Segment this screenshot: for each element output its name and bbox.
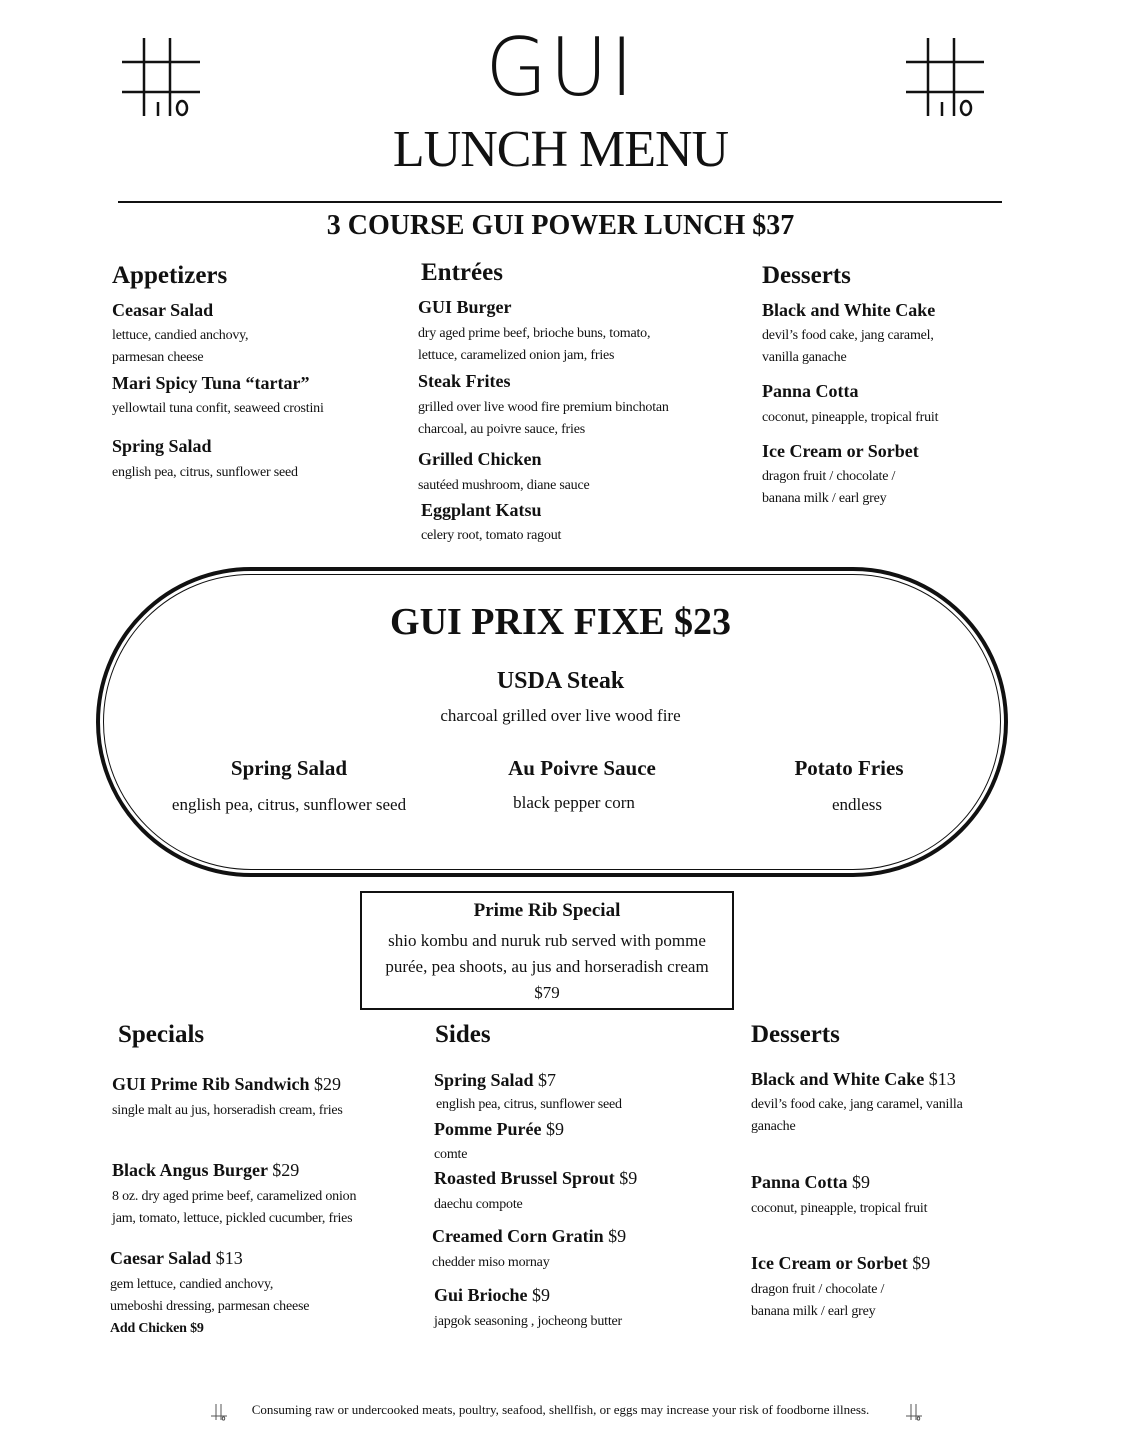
menu-item-desc: vanilla ganache <box>762 350 847 365</box>
menu-item-desc: parmesan cheese <box>112 350 204 365</box>
menu-item-desc: coconut, pineapple, tropical fruit <box>751 1201 928 1216</box>
menu-item-price: $9 <box>532 1285 550 1305</box>
power-lunch-heading: 3 COURSE GUI POWER LUNCH $37 <box>326 210 795 241</box>
prime-rib-special-price: $79 <box>534 983 560 1002</box>
add-chicken-option: Add Chicken $9 <box>110 1321 204 1336</box>
specials-heading: Specials <box>118 1021 205 1048</box>
menu-item-name: Spring Salad <box>112 436 212 456</box>
menu-item-price: $9 <box>608 1226 627 1246</box>
menu-item-desc: english pea, citrus, sunflower seed <box>112 465 298 480</box>
menu-item-desc: japgok seasoning , jocheong butter <box>434 1314 622 1329</box>
menu-item-name: Black and White Cake <box>762 300 936 320</box>
desserts-heading: Desserts <box>762 262 851 289</box>
menu-item <box>751 1069 956 1090</box>
appetizers-heading: Appetizers <box>112 262 228 289</box>
menu-item-desc: grilled over live wood fire premium binchotan <box>418 400 669 415</box>
menu-item-desc: single malt au jus, horseradish cream, fries <box>112 1103 343 1118</box>
prime-rib-special-desc: shio kombu and nuruk rub served with pomme <box>388 931 706 950</box>
page-title: LUNCH MENU <box>392 121 729 178</box>
brand-name: GUI <box>485 21 636 114</box>
menu-item <box>110 1248 243 1269</box>
menu-item-price: $9 <box>852 1172 871 1192</box>
menu-item-desc: dragon fruit / chocolate / <box>762 469 896 484</box>
menu-item-name: Panna Cotta <box>762 381 859 401</box>
menu-item-desc: english pea, citrus, sunflower seed <box>436 1097 622 1112</box>
menu-item-name: Steak Frites <box>418 371 511 391</box>
menu-item-desc: chedder miso mornay <box>432 1255 550 1270</box>
menu-item-desc: comte <box>434 1147 468 1162</box>
menu-item-desc: umeboshi dressing, parmesan cheese <box>110 1299 310 1314</box>
prix-fixe-side-name: Spring Salad <box>230 756 348 780</box>
entrees-heading: Entrées <box>421 259 503 286</box>
menu-item <box>434 1119 564 1140</box>
menu-item-name: Ice Cream or Sorbet <box>751 1253 908 1273</box>
menu-item-name: Roasted Brussel Sprout <box>434 1168 615 1188</box>
menu-item-name: Spring Salad <box>434 1070 534 1090</box>
prix-fixe-main-desc: charcoal grilled over live wood fire <box>440 706 681 725</box>
menu-item-price: $13 <box>215 1248 243 1268</box>
menu-item-desc: jam, tomato, lettuce, pickled cucumber, fries <box>112 1211 353 1226</box>
menu-item-desc: sautéed mushroom, diane sauce <box>418 478 590 493</box>
menu-item-name: GUI Prime Rib Sandwich <box>112 1074 310 1094</box>
menu-item-name: Ice Cream or Sorbet <box>762 441 919 461</box>
menu-item-desc: celery root, tomato ragout <box>421 528 562 543</box>
menu-item <box>432 1226 626 1247</box>
menu-item-desc: dry aged prime beef, brioche buns, tomato, <box>418 326 651 341</box>
menu-item <box>751 1253 930 1274</box>
menu-item-desc: yellowtail tuna confit, seaweed crostini <box>112 401 324 416</box>
menu-item-name: Black Angus Burger <box>112 1160 268 1180</box>
menu-item-desc: daechu compote <box>434 1197 523 1212</box>
food-safety-disclaimer: Consuming raw or undercooked meats, poultry, seafood, shellfish, or eggs may increase your risk of foodborne illness. <box>251 1402 870 1417</box>
menu-item-name: Caesar Salad <box>110 1248 212 1268</box>
prix-fixe-side-desc: english pea, citrus, sunflower seed <box>171 795 407 814</box>
menu-item-price: $13 <box>928 1069 956 1089</box>
sides-heading: Sides <box>435 1021 491 1048</box>
menu-item-desc: lettuce, candied anchovy, <box>112 328 249 343</box>
menu-item-desc: 8 oz. dry aged prime beef, caramelized onion <box>112 1189 357 1204</box>
prix-fixe-side-desc: black pepper corn <box>513 793 635 812</box>
prime-rib-special-name: Prime Rib Special <box>473 900 621 921</box>
menu-item-name: Creamed Corn Gratin <box>432 1226 604 1246</box>
menu-item-desc: banana milk / earl grey <box>762 491 887 506</box>
header-divider <box>118 201 1002 203</box>
prix-fixe-side-desc: endless <box>831 795 883 814</box>
menu-item-desc: ganache <box>751 1119 796 1134</box>
menu-item-name: GUI Burger <box>418 297 512 317</box>
gui-logo-mark-small-right-icon <box>905 1403 923 1421</box>
prix-fixe-heading: GUI PRIX FIXE $23 <box>390 601 731 643</box>
menu-item-desc: coconut, pineapple, tropical fruit <box>762 410 939 425</box>
menu-item-name: Pomme Purée <box>434 1119 542 1139</box>
menu-item <box>751 1172 870 1193</box>
menu-item-name: Eggplant Katsu <box>421 500 542 520</box>
menu-item <box>434 1168 637 1189</box>
menu-item-name: Black and White Cake <box>751 1069 925 1089</box>
menu-item <box>112 1074 341 1095</box>
menu-item-name: Panna Cotta <box>751 1172 848 1192</box>
menu-item-price: $29 <box>314 1074 342 1094</box>
menu-item-price: $9 <box>545 1119 564 1139</box>
menu-item-name: Gui Brioche <box>434 1285 528 1305</box>
menu-item-desc: lettuce, caramelized onion jam, fries <box>418 348 615 363</box>
menu-item-desc: devil’s food cake, jang caramel, <box>762 328 934 343</box>
menu-item-desc: devil’s food cake, jang caramel, vanilla <box>751 1097 963 1112</box>
menu-item-price: $9 <box>912 1253 931 1273</box>
menu-item-name: Grilled Chicken <box>418 449 542 469</box>
prix-fixe-side-name: Potato Fries <box>794 756 904 780</box>
menu-item <box>434 1070 556 1091</box>
menu-item-desc: banana milk / earl grey <box>751 1304 876 1319</box>
menu-item <box>434 1285 550 1306</box>
menu-item-desc: charcoal, au poivre sauce, fries <box>418 422 585 437</box>
menu-item-desc: dragon fruit / chocolate / <box>751 1282 885 1297</box>
menu-item-name: Ceasar Salad <box>112 300 214 320</box>
prix-fixe-main-name: USDA Steak <box>496 668 625 694</box>
menu-item-price: $7 <box>538 1070 557 1090</box>
menu-item <box>112 1160 299 1181</box>
prime-rib-special-desc: purée, pea shoots, au jus and horseradish cream <box>385 957 709 976</box>
menu-item-name: Mari Spicy Tuna “tartar” <box>112 373 310 393</box>
desserts-heading-alacarte: Desserts <box>751 1021 840 1048</box>
menu-item-desc: gem lettuce, candied anchovy, <box>110 1277 274 1292</box>
prix-fixe-side-name: Au Poivre Sauce <box>508 756 656 780</box>
menu-item-price: $9 <box>619 1168 638 1188</box>
menu-item-price: $29 <box>272 1160 300 1180</box>
